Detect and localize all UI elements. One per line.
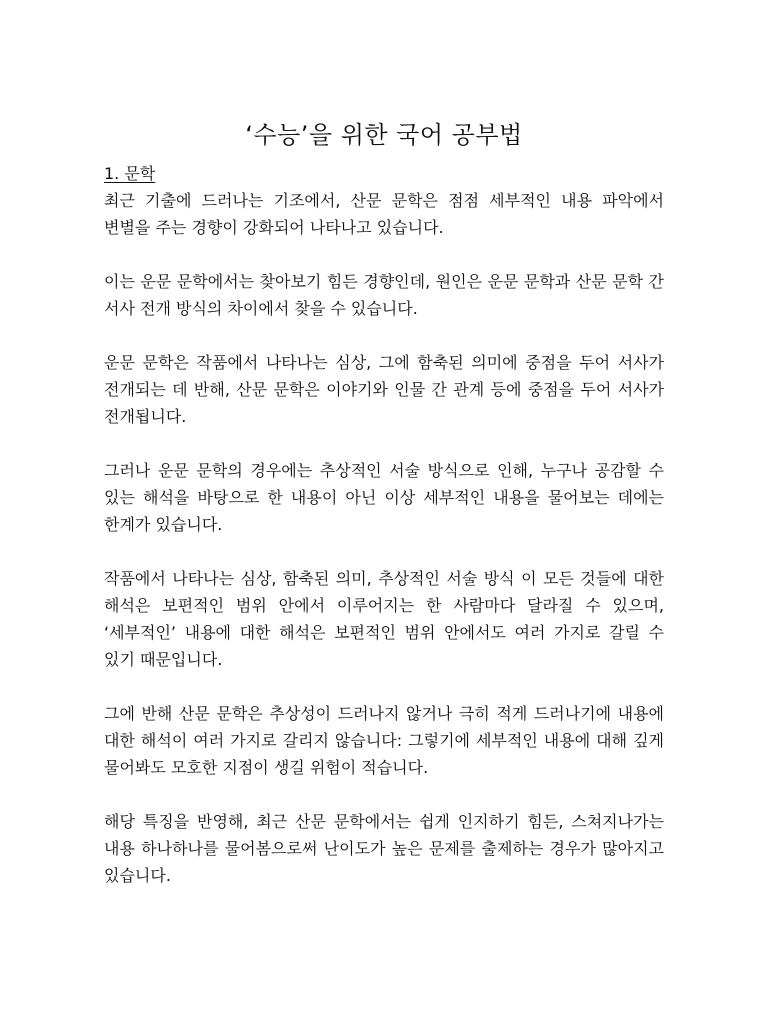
paragraph-3: 운문 문학은 작품에서 나타나는 심상, 그에 함축된 의미에 중점을 두어 서사가 전개되는 데 반해, 산문 문학은 이야기와 인물 간 관계 등에 중점을 두어 서사가 전개됩니다.: [104, 353, 664, 426]
document-body: [104, 160, 664, 889]
paragraph-7: 해당 특징을 반영해, 최근 산문 문학에서는 쉽게 인지하기 힘든, 스쳐지나가는 내용 하나하나를 물어봄으로써 난이도가 높은 문제를 출제하는 경우가 많아지고 있습니다.: [104, 812, 664, 885]
section-heading: 1. 문학: [104, 164, 156, 183]
document-title: ‘수능’을 위한 국어 공부법: [245, 121, 523, 149]
paragraph-2: 이는 운문 문학에서는 찾아보기 힘든 경향인데, 원인은 운문 문학과 산문 문학 간 서사 전개 방식의 차이에서 찾을 수 있습니다.: [104, 272, 664, 318]
paragraph-4: 그러나 운문 문학의 경우에는 추상적인 서술 방식으로 인해, 누구나 공감할 수 있는 해석을 바탕으로 한 내용이 아닌 이상 세부적인 내용을 물어보는 데에는 한계가 있습니다.: [104, 461, 664, 534]
paragraph-5: 작품에서 나타나는 심상, 함축된 의미, 추상적인 서술 방식 이 모든 것들에 대한 해석은 보편적인 범위 안에서 이루어지는 한 사람마다 달라질 수 있으며, ‘세부적인’ 내용에 대한 해석은 보편적인 범위 안에서도 여러 가지로 갈릴 수 있기 때문입니다.: [104, 569, 664, 669]
paragraph-1: 최근 기출에 드러나는 기조에서, 산문 문학은 점점 세부적인 내용 파악에서 변별을 주는 경향이 강화되어 나타나고 있습니다.: [104, 191, 664, 237]
paragraph-6: 그에 반해 산문 문학은 추상성이 드러나지 않거나 극히 적게 드러나기에 내용에 대한 해석이 여러 가지로 갈리지 않습니다: 그렇기에 세부적인 내용에 대해 깊게 물어봐도 모호한 지점이 생길 위험이 적습니다.: [104, 704, 664, 777]
